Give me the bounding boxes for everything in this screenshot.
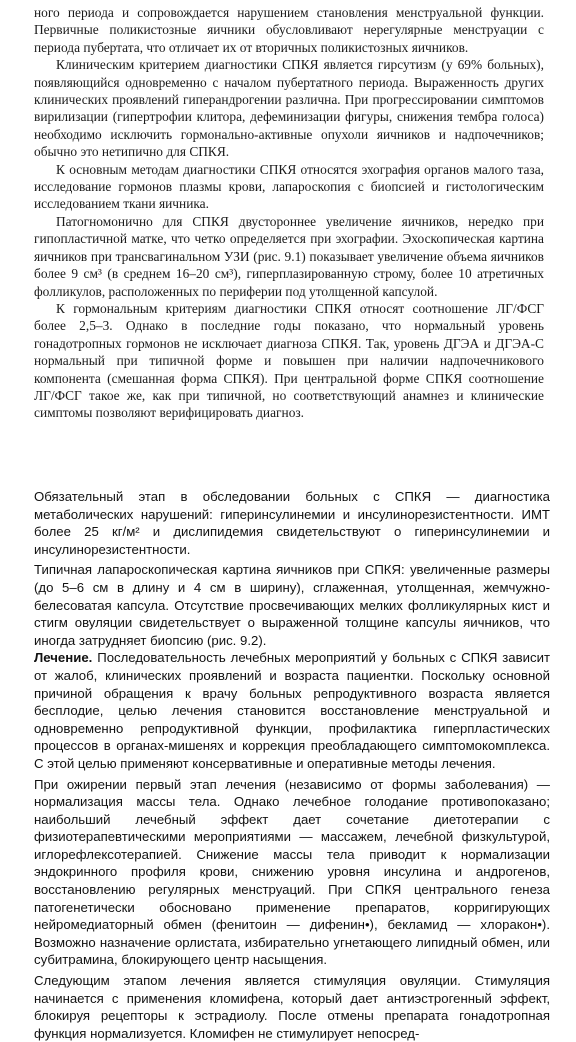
text-section-top bbox=[34, 4, 544, 422]
paragraph: Следующим этапом лечения является стимуляция овуляции. Стимуляция начинается с применения кломифена, который дает антиэстрогенный эффект, блокируя рецепторы к эстрадиолу. После отмены препарата гонадотропная функция нормализуется. Кломифен не стимулирует непосред- bbox=[34, 973, 550, 1041]
paragraph: ного периода и сопровождается нарушением становления менструальной функции. Первичные поликистозные яичники обусловливают нерегулярные менструации с периода пубертата, что отличает их от вторичных поликистозных яичников. bbox=[34, 5, 544, 55]
paragraph: Патогномонично для СПКЯ двустороннее увеличение яичников, нередко при гипопластичной матке, что четко определяется при эхографии. Эхоскопическая картина яичников при трансвагинальном УЗИ (рис. 9.1) показывает увеличение объема яичников более 9 см³ (в среднем 16–20 см³), гиперплазированную строму, более 10 атретичных фолликулов, расположенных по периферии под утолщенной капсулой. bbox=[34, 213, 544, 299]
paragraph: Клиническим критерием диагностики СПКЯ является гирсутизм (у 69% больных), появляющийся одновременно с началом пубертатного периода. Выраженность других клинических проявлений гиперандрогении различна. При прогрессировании симптомов вирилизации (гипертрофии клитора, дефеминизации фигуры, снижения тембра голоса) необходимо исключить гормонально-активные опухоли яичников и надпочечников; обычно это нетипично для СПКЯ. bbox=[34, 57, 544, 160]
treatment-heading: Лечение. bbox=[34, 650, 93, 666]
paragraph: Обязательный этап в обследовании больных с СПКЯ — диагностика метаболических нарушений: гиперинсулинемии и инсулинорезистентности. ИМТ более 25 кг/м² и дислипидемия свидетельствуют о гиперинсулинемии и инсулинорезистентности. bbox=[34, 489, 550, 557]
text-section-bottom bbox=[34, 488, 550, 1042]
paragraph: Типичная лапароскопическая картина яичников при СПКЯ: увеличенные размеры (до 5–6 см в длину и 4 см в ширину), сглаженная, утолщенная, жемчужно-белесоватая капсула. Отсутствие просвечивающих мелких фолликулярных кист и стигм овуляции свидетельствует о выраженной толщине капсулы яичников, что иногда затрудняет биопсию (рис. 9.2). bbox=[34, 562, 550, 648]
paragraph: К гормональным критериям диагностики СПКЯ относят соотношение ЛГ/ФСГ более 2,5–3. Однако в последние годы показано, что нормальный уровень гонадотропных гормонов не исключает диагноза СПКЯ. Так, уровень ДГЭА и ДГЭА-С нормальный при типичной форме и повышен при наличии надпочечникового компонента (смешанная форма СПКЯ). При центральной форме СПКЯ соотношение ЛГ/ФСГ такое же, как при типичной, но соответствующий анамнез и клинические симптомы позволяют верифицировать диагноз. bbox=[34, 300, 544, 421]
paragraph: При ожирении первый этап лечения (независимо от формы заболевания) — нормализация массы тела. Однако лечебное голодание противопоказано; наибольший лечебный эффект дает сочетание диетотерапии с физиотерапевтическими мероприятиями — массажем, лечебной физкультурой, иглорефлексотерапией. Снижение массы тела приводит к нормализации эндокринного профиля крови, снижению уровня инсулина и андрогенов, восстановлению регулярных менструаций. При СПКЯ центрального генеза патогенетически обосновано применение препаратов, корригирующих нейромедиаторный обмен (фенитоин — дифенин•), бекламид — хлоракон•). Возможно назначение орлистата, избирательно угнетающего липидный обмен, или субитрамина, блокирующего центр насыщения. bbox=[34, 776, 550, 968]
paragraph-treatment bbox=[34, 649, 550, 772]
paragraph: К основным методам диагностики СПКЯ относятся эхография органов малого таза, исследование гормонов плазмы крови, лапароскопия с биопсией и гистологическим исследованием ткани яичника. bbox=[34, 161, 544, 212]
treatment-text: Последовательность лечебных мероприятий у больных с СПКЯ зависит от жалоб, клинических проявлений и возраста пациентки. Поскольку основной причиной обращения к врачу больных репродуктивного возраста является бесплодие, целью лечения становится восстановление менструальной и одновременно репродуктивной функции, профилактика гиперпластических процессов в органах-мишенях и коррекция преобладающего симптомокомплекса. С этой целью применяют консервативные и оперативные методы лечения. bbox=[34, 650, 550, 771]
